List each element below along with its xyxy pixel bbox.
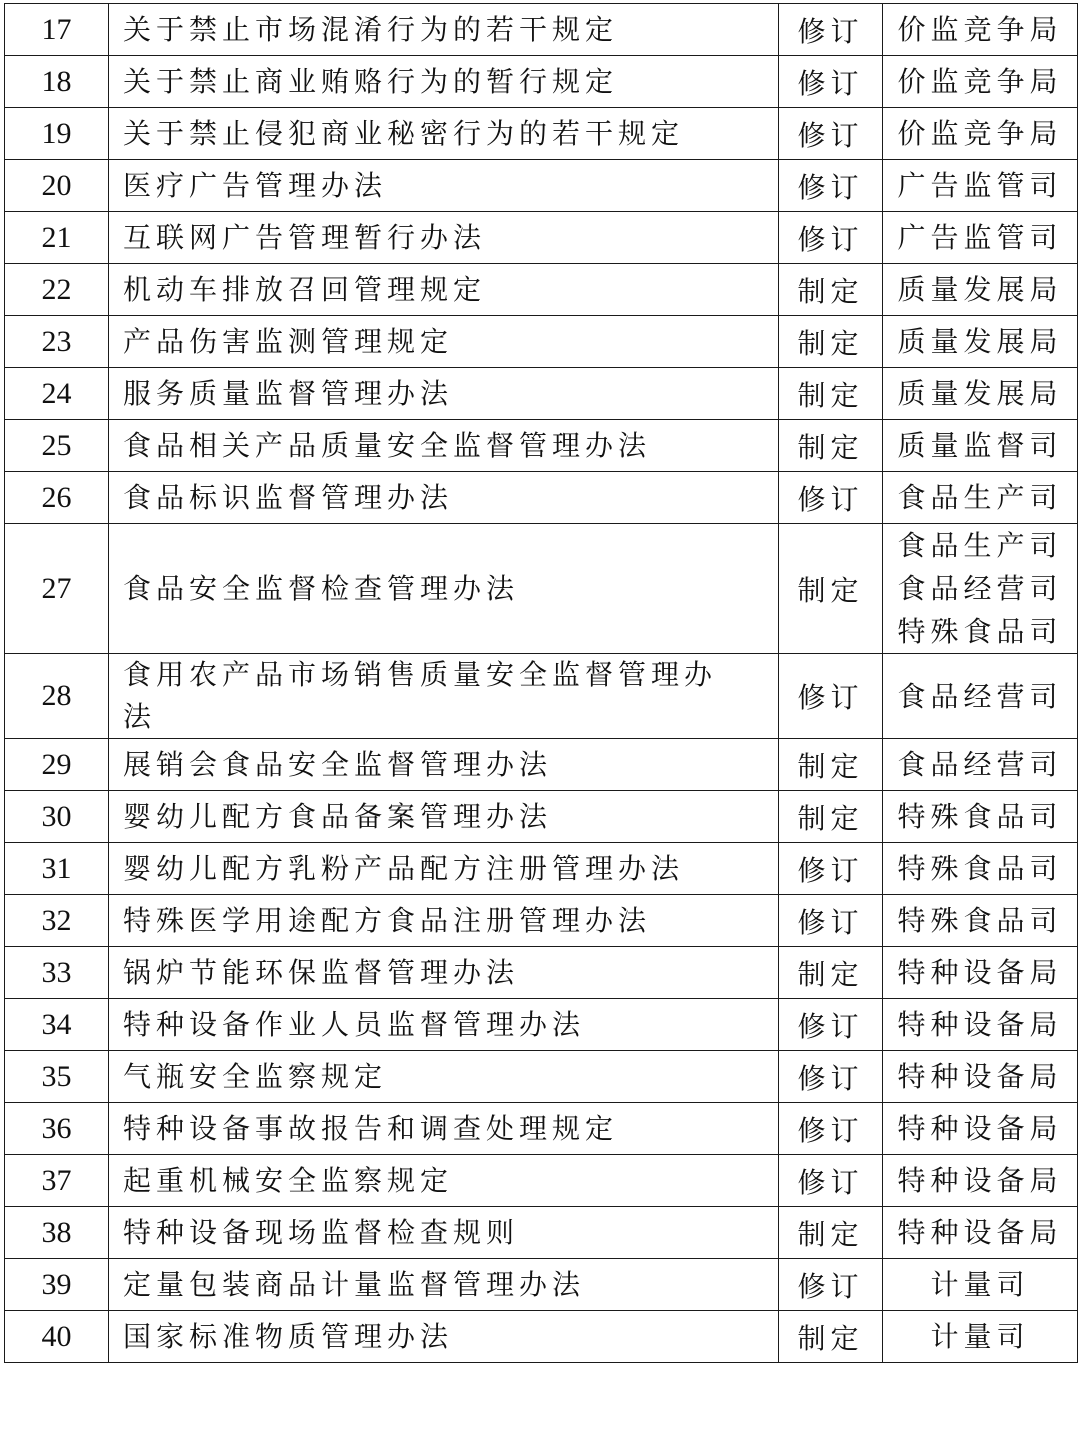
row-number: 35	[5, 1051, 109, 1103]
table-row	[5, 212, 1078, 264]
regulation-name-text: 关于禁止侵犯商业秘密行为的若干规定	[123, 116, 685, 150]
revision-type: 制定	[779, 739, 883, 791]
department-name: 特种设备局	[897, 1216, 1063, 1249]
department-name: 特殊食品司	[897, 800, 1063, 833]
row-number: 17	[5, 4, 109, 56]
department-name: 广告监管司	[897, 169, 1063, 202]
regulation-name-text: 服务质量监督管理办法	[123, 376, 454, 410]
regulation-name-text: 关于禁止市场混淆行为的若干规定	[123, 12, 619, 46]
regulation-name-text: 婴幼儿配方食品备案管理办法	[123, 799, 553, 833]
regulation-name	[109, 654, 779, 739]
table-row	[5, 420, 1078, 472]
row-number: 25	[5, 420, 109, 472]
regulation-name-text: 关于禁止商业贿赂行为的暂行规定	[123, 64, 619, 98]
table-body	[5, 4, 1078, 1363]
regulation-name-text: 产品伤害监测管理规定	[123, 324, 454, 358]
responsible-department	[883, 654, 1078, 739]
regulation-name	[109, 420, 779, 472]
row-number: 34	[5, 999, 109, 1051]
regulation-name	[109, 368, 779, 420]
row-number: 18	[5, 56, 109, 108]
responsible-department	[883, 999, 1078, 1051]
department-name: 质量监督司	[897, 429, 1063, 462]
regulation-name-text: 气瓶安全监察规定	[123, 1059, 388, 1093]
responsible-department	[883, 4, 1078, 56]
department-name: 特殊食品司	[897, 615, 1063, 648]
table-row	[5, 791, 1078, 843]
row-number: 31	[5, 843, 109, 895]
revision-type: 修订	[779, 56, 883, 108]
row-number: 29	[5, 739, 109, 791]
regulation-name-text: 食品相关产品质量安全监督管理办法	[123, 428, 652, 462]
regulation-name	[109, 1155, 779, 1207]
table-row	[5, 654, 1078, 739]
regulation-name	[109, 160, 779, 212]
regulation-name	[109, 472, 779, 524]
regulation-name-text: 展销会食品安全监督管理办法	[123, 747, 553, 781]
responsible-department	[883, 739, 1078, 791]
row-number: 23	[5, 316, 109, 368]
regulation-name	[109, 1051, 779, 1103]
regulation-name-text: 医疗广告管理办法	[123, 168, 388, 202]
regulation-name	[109, 4, 779, 56]
revision-type: 修订	[779, 1051, 883, 1103]
table-row	[5, 1207, 1078, 1259]
regulation-name-text: 婴幼儿配方乳粉产品配方注册管理办法	[123, 851, 685, 885]
revision-type: 修订	[779, 654, 883, 739]
department-name: 食品经营司	[897, 572, 1063, 605]
responsible-department	[883, 108, 1078, 160]
department-name: 食品生产司	[897, 481, 1063, 514]
responsible-department	[883, 56, 1078, 108]
revision-type: 修订	[779, 1259, 883, 1311]
table-row	[5, 843, 1078, 895]
regulation-name-text: 国家标准物质管理办法	[123, 1319, 454, 1353]
responsible-department	[883, 368, 1078, 420]
department-name: 价监竞争局	[897, 65, 1063, 98]
row-number: 22	[5, 264, 109, 316]
revision-type: 制定	[779, 524, 883, 654]
revision-type: 制定	[779, 264, 883, 316]
revision-type: 制定	[779, 420, 883, 472]
department-name: 计量司	[930, 1320, 1030, 1353]
regulation-name	[109, 739, 779, 791]
department-name: 特种设备局	[897, 1164, 1063, 1197]
regulation-name	[109, 999, 779, 1051]
row-number: 40	[5, 1311, 109, 1363]
table-row	[5, 316, 1078, 368]
revision-type: 制定	[779, 1207, 883, 1259]
revision-type: 制定	[779, 316, 883, 368]
table-row	[5, 524, 1078, 654]
regulation-name-text: 食品安全监督检查管理办法	[123, 571, 520, 605]
department-name: 广告监管司	[897, 221, 1063, 254]
row-number: 28	[5, 654, 109, 739]
regulation-name	[109, 212, 779, 264]
regulation-name	[109, 108, 779, 160]
row-number: 37	[5, 1155, 109, 1207]
regulation-name	[109, 843, 779, 895]
revision-type: 制定	[779, 947, 883, 999]
revision-type: 修订	[779, 1103, 883, 1155]
responsible-department	[883, 1311, 1078, 1363]
regulations-table	[4, 3, 1078, 1363]
table-row	[5, 368, 1078, 420]
revision-type: 修订	[779, 4, 883, 56]
table-row	[5, 895, 1078, 947]
regulation-name	[109, 1103, 779, 1155]
department-name: 特种设备局	[897, 1060, 1063, 1093]
table-row	[5, 1103, 1078, 1155]
department-name: 食品生产司	[897, 529, 1063, 562]
revision-type: 修订	[779, 160, 883, 212]
row-number: 39	[5, 1259, 109, 1311]
responsible-department	[883, 160, 1078, 212]
table-row	[5, 160, 1078, 212]
row-number: 36	[5, 1103, 109, 1155]
department-name: 质量发展局	[897, 273, 1063, 306]
department-name: 质量发展局	[897, 325, 1063, 358]
regulation-name-text: 互联网广告管理暂行办法	[123, 220, 487, 254]
department-name: 特种设备局	[897, 1112, 1063, 1145]
revision-type: 修订	[779, 212, 883, 264]
table-row	[5, 999, 1078, 1051]
regulation-name	[109, 1259, 779, 1311]
department-name: 特种设备局	[897, 1008, 1063, 1041]
regulation-name	[109, 895, 779, 947]
responsible-department	[883, 895, 1078, 947]
regulation-name	[109, 56, 779, 108]
row-number: 32	[5, 895, 109, 947]
revision-type: 修订	[779, 999, 883, 1051]
regulation-name	[109, 791, 779, 843]
department-name: 食品经营司	[897, 748, 1063, 781]
row-number: 24	[5, 368, 109, 420]
regulation-name-text: 起重机械安全监察规定	[123, 1163, 454, 1197]
table-row	[5, 1311, 1078, 1363]
table-row	[5, 739, 1078, 791]
revision-type: 修订	[779, 843, 883, 895]
responsible-department	[883, 316, 1078, 368]
regulation-name	[109, 947, 779, 999]
responsible-department	[883, 1155, 1078, 1207]
responsible-department	[883, 264, 1078, 316]
regulation-name-text: 机动车排放召回管理规定	[123, 272, 487, 306]
revision-type: 修订	[779, 472, 883, 524]
table-row	[5, 4, 1078, 56]
responsible-department	[883, 1259, 1078, 1311]
responsible-department	[883, 524, 1078, 654]
responsible-department	[883, 1051, 1078, 1103]
responsible-department	[883, 472, 1078, 524]
table-row	[5, 1259, 1078, 1311]
table-row	[5, 1051, 1078, 1103]
revision-type: 修订	[779, 1155, 883, 1207]
regulation-name	[109, 1207, 779, 1259]
regulation-name-text: 食品标识监督管理办法	[123, 480, 454, 514]
responsible-department	[883, 947, 1078, 999]
regulation-name	[109, 524, 779, 654]
regulation-name-text: 特殊医学用途配方食品注册管理办法	[123, 903, 652, 937]
revision-type: 制定	[779, 791, 883, 843]
responsible-department	[883, 791, 1078, 843]
responsible-department	[883, 1207, 1078, 1259]
revision-type: 制定	[779, 1311, 883, 1363]
row-number: 33	[5, 947, 109, 999]
table-row	[5, 1155, 1078, 1207]
table-row	[5, 472, 1078, 524]
regulation-name	[109, 316, 779, 368]
department-name: 质量发展局	[897, 377, 1063, 410]
table-row	[5, 264, 1078, 316]
regulation-name-text: 定量包装商品计量监督管理办法	[123, 1267, 586, 1301]
regulation-name-text: 特种设备现场监督检查规则	[123, 1215, 520, 1249]
regulation-name-text: 特种设备事故报告和调查处理规定	[123, 1111, 619, 1145]
department-name: 特种设备局	[897, 956, 1063, 989]
row-number: 19	[5, 108, 109, 160]
regulation-name	[109, 1311, 779, 1363]
row-number: 26	[5, 472, 109, 524]
department-name: 价监竞争局	[897, 117, 1063, 150]
row-number: 30	[5, 791, 109, 843]
table-row	[5, 108, 1078, 160]
regulation-name-text: 锅炉节能环保监督管理办法	[123, 955, 520, 989]
revision-type: 修订	[779, 895, 883, 947]
department-name: 特殊食品司	[897, 904, 1063, 937]
department-name: 特殊食品司	[897, 852, 1063, 885]
department-name: 价监竞争局	[897, 13, 1063, 46]
regulation-name-text: 特种设备作业人员监督管理办法	[123, 1007, 586, 1041]
row-number: 38	[5, 1207, 109, 1259]
responsible-department	[883, 212, 1078, 264]
responsible-department	[883, 420, 1078, 472]
revision-type: 修订	[779, 108, 883, 160]
department-name: 食品经营司	[897, 679, 1063, 713]
regulation-name	[109, 264, 779, 316]
responsible-department	[883, 1103, 1078, 1155]
department-name: 计量司	[930, 1268, 1030, 1301]
row-number: 21	[5, 212, 109, 264]
table-row	[5, 56, 1078, 108]
row-number: 27	[5, 524, 109, 654]
responsible-department	[883, 843, 1078, 895]
row-number: 20	[5, 160, 109, 212]
table-row	[5, 947, 1078, 999]
revision-type: 制定	[779, 368, 883, 420]
regulation-name-text: 食用农产品市场销售质量安全监督管理办法	[123, 658, 718, 733]
